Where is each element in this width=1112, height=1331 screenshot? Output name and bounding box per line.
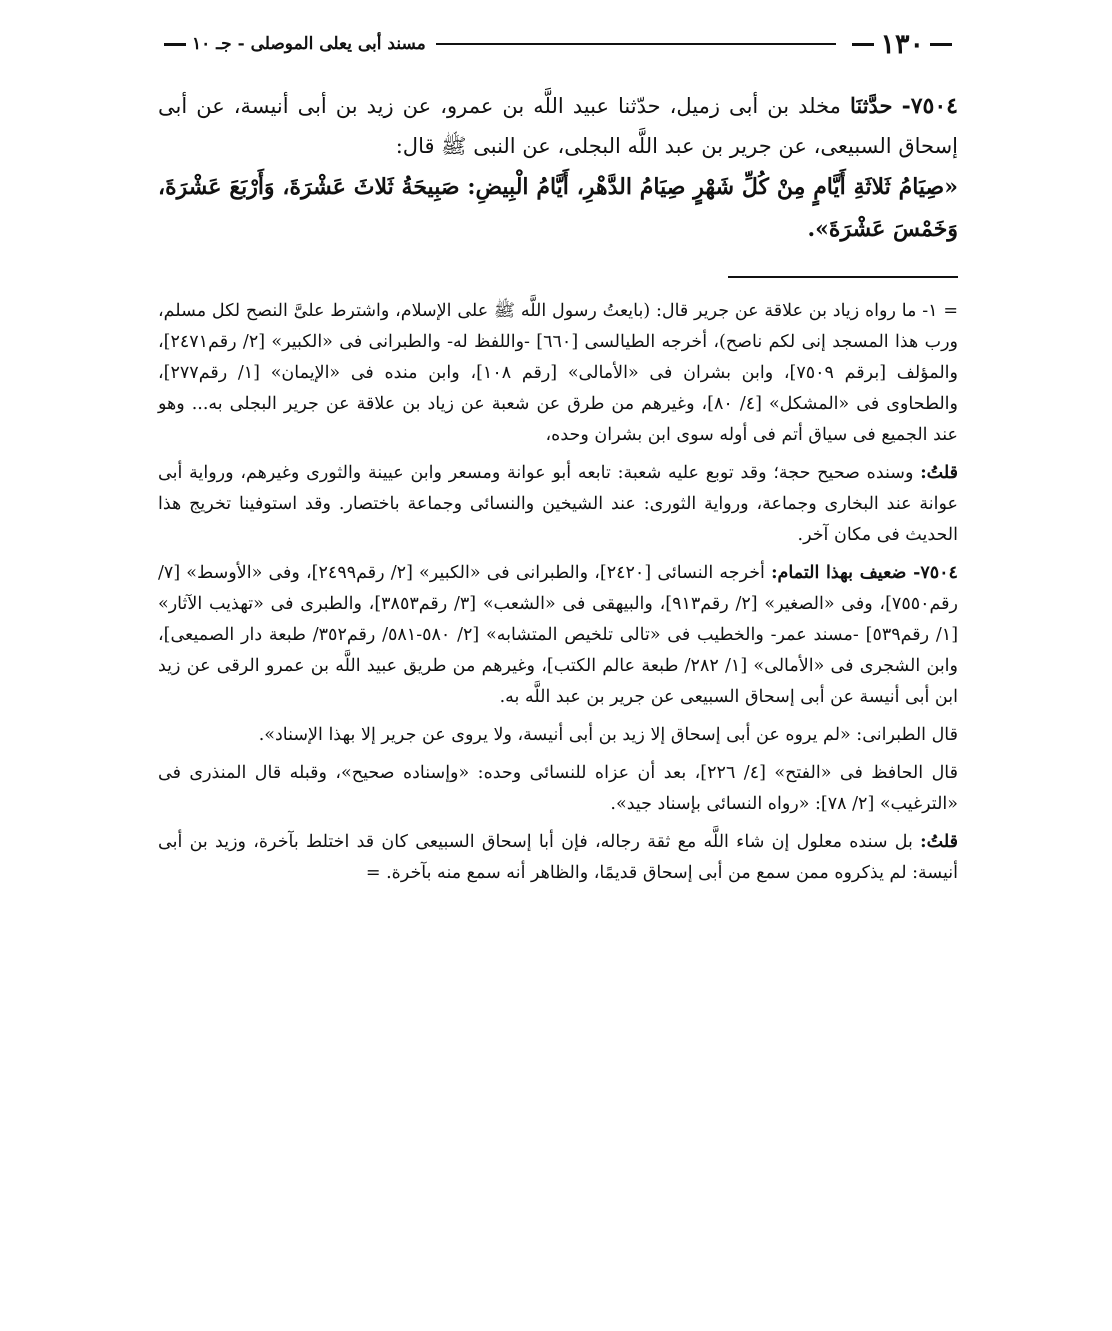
footnote-text: بل سنده معلول إن شاء اللَّه مع ثقة رجاله، فإن أبا إسحاق السبيعى كان قد اختلط بآخرة، وزيد بن أبى أنيسة: لم يذكروه ممن سمع من أبى إسحاق قديمًا، والظاهر أنه سمع منه بآخرة. = xyxy=(158,832,958,883)
running-header xyxy=(158,20,958,68)
header-dash-mid xyxy=(852,43,874,46)
footnote-text: = ١- ما رواه زياد بن علاقة عن جرير قال: (بايعتُ رسول اللَّه ﷺ على الإسلام، واشترط علىَّ النصح لكل مسلم، ورب هذا المسجد إنى لكم ناصح)، أخرجه الطيالسى [٦٦٠] -واللفظ له- والطبرانى فى «الكبير» [٢/ رقم٢٤٧١]، والمؤلف [برقم ٧٥٠٩]، وابن بشران فى «الأمالى» [رقم ١٠٨]، وابن منده فى «الإيمان» [١/ رقم٢٧٧]، والطحاوى فى «المشكل» [٤/ ٨٠]، وغيرهم من طرق عن شعبة عن زياد بن علاقة عن جرير البجلى به... وهو عند الجميع فى سياق أتم فى أوله سوى ابن بشران وحده، xyxy=(158,301,959,445)
page-number: ١٣٠ xyxy=(880,28,924,60)
hadith-lead: حدَّثنَا xyxy=(849,93,893,118)
footnote-text: قال الحافظ فى «الفتح» [٤/ ٢٢٦]، بعد أن عزاه للنسائى وحده: «وإسناده صحيح»، وقبله قال المنذرى فى «الترغيب» [٢/ ٧٨]: «رواه النسائى بإسناد جيد». xyxy=(158,763,958,814)
footnote-lead: قلتُ: xyxy=(920,832,958,852)
footnote-lead: قلتُ: xyxy=(920,463,958,483)
footnote-paragraph xyxy=(158,720,958,751)
footnote-paragraph xyxy=(158,758,958,820)
header-dash-right xyxy=(930,43,952,46)
footnote-text: أخرجه النسائى [٢٤٢٠]، والطبرانى فى «الكبير» [٢/ رقم٢٤٩٩]، وفى «الأوسط» [٧/ رقم٧٥٥٠]، وفى «الصغير» [٢/ رقم٩١٣]، والبيهقى فى «الشعب» [٣/ رقم٣٨٥٣]، والطبرى فى «تهذيب الآثار» [١/ رقم٥٣٩] -مسند عمر- والخطيب فى «تالى تلخيص المتشابه» [٢/ ٥٨٠-٥٨١/ رقم٣٥٢/ طبعة دار الصميعى]، وابن الشجرى فى «الأمالى» [١/ ٢٨٢/ طبعة عالم الكتب]، وغيرهم من طريق عبيد اللَّه بن عمرو الرقى عن زيد ابن أبى أنيسة عن أبى إسحاق السبيعى عن جرير بن عبد اللَّه به. xyxy=(158,563,959,707)
hadith-number: ٧٥٠٤- xyxy=(901,93,958,119)
footnote-paragraph xyxy=(158,458,958,551)
hadith-text xyxy=(158,86,958,250)
footnote-paragraph xyxy=(158,827,958,889)
footnotes xyxy=(158,296,958,889)
header-dash-left xyxy=(164,43,186,46)
footnote-text: قال الطبرانى: «لم يروه عن أبى إسحاق إلا زيد بن أبى أنيسة، ولا يروى عن جرير إلا بهذا الإسناد». xyxy=(258,725,958,745)
footnote-text: وسنده صحيح حجة؛ وقد توبع عليه شعبة: تابعه أبو عوانة ومسعر وابن عيينة والثورى وغيرهم، ورواية أبى عوانة عند البخارى وجماعة، ورواية الثورى: عند الشيخين والنسائى وجماعة باختصار. وقد استوفينا تخريج هذا الحديث فى مكان آخر. xyxy=(158,463,958,545)
footnote-paragraph xyxy=(158,296,958,451)
footnote-separator xyxy=(728,276,958,278)
book-title: مسند أبى يعلى الموصلى - جـ ١٠ xyxy=(192,34,426,54)
footnote-lead: ٧٥٠٤- ضعيف بهذا التمام: xyxy=(771,563,958,583)
header-rule xyxy=(436,43,837,45)
hadith-matn: «صِيَامُ ثَلاثَةِ أَيَّامٍ مِنْ كُلِّ شَهْرٍ صِيَامُ الدَّهْرِ، أَيَّامُ الْبِيضِ: صَبِيحَةُ ثَلاثَ عَشْرَةَ، وَأَرْبَعَ عَشْرَةَ، وَخَمْسَ عَشْرَةَ». xyxy=(158,174,958,242)
footnote-paragraph xyxy=(158,558,958,713)
hadith-isnad: مخلد بن أبى زميل، حدّثنا عبيد اللَّه بن عمرو، عن زيد بن أبى أنيسة، عن أبى إسحاق السبيعى، عن جرير بن عبد اللَّه البجلى، عن النبى ﷺ قال: xyxy=(158,94,958,158)
